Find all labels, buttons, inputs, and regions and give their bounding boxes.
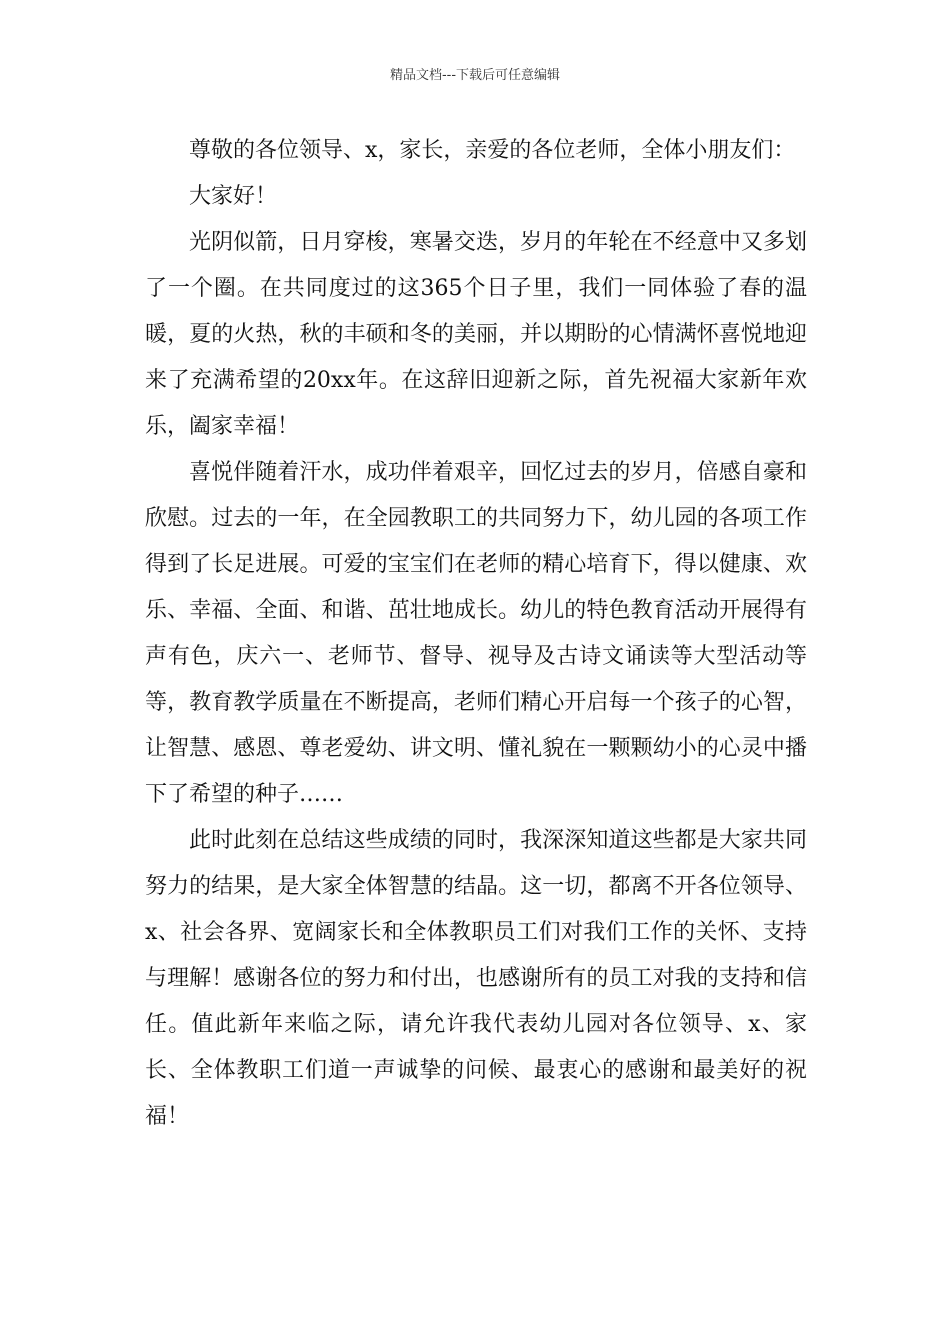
document-body [145,128,807,1140]
page-header: 精品文档---下载后可任意编辑 [389,68,561,83]
greeting: 大家好！ [189,184,278,209]
paragraph: 光阴似箭，日月穿梭，寒暑交迭，岁月的年轮在不经意中又多划了一个圈。在共同度过的这365个日子里，我们一同体验了春的温暖，夏的火热，秋的丰硕和冬的美丽，并以期盼的心情满怀喜悦地迎来了充满希望的20xx年。在这辞旧迎新之际，首先祝福大家新年欢乐，阖家幸福！ [145,230,807,439]
paragraph: 喜悦伴随着汗水，成功伴着艰辛，回忆过去的岁月，倍感自豪和欣慰。过去的一年，在全园教职工的共同努力下，幼儿园的各项工作得到了长足进展。可爱的宝宝们在老师的精心培育下，得以健康、欢乐、幸福、全面、和谐、茁壮地成长。幼儿的特色教育活动开展得有声有色，庆六一、老师节、督导、视导及古诗文诵读等大型活动等等，教育教学质量在不断提高，老师们精心开启每一个孩子的心智，让智慧、感恩、尊老爱幼、讲文明、懂礼貌在一颗颗幼小的心灵中播下了希望的种子…… [145,460,807,807]
salutation: 尊敬的各位领导、x，家长，亲爱的各位老师，全体小朋友们： [189,138,796,163]
paragraph: 此时此刻在总结这些成绩的同时，我深深知道这些都是大家共同努力的结果，是大家全体智慧的结晶。这一切，都离不开各位领导、x、社会各界、宽阔家长和全体教职员工们对我们工作的关怀、支持与理解！感谢各位的努力和付出，也感谢所有的员工对我的支持和信任。值此新年来临之际，请允许我代表幼儿园对各位领导、x、家长、全体教职工们道一声诚挚的问候、最衷心的感谢和最美好的祝福！ [145,828,807,1129]
